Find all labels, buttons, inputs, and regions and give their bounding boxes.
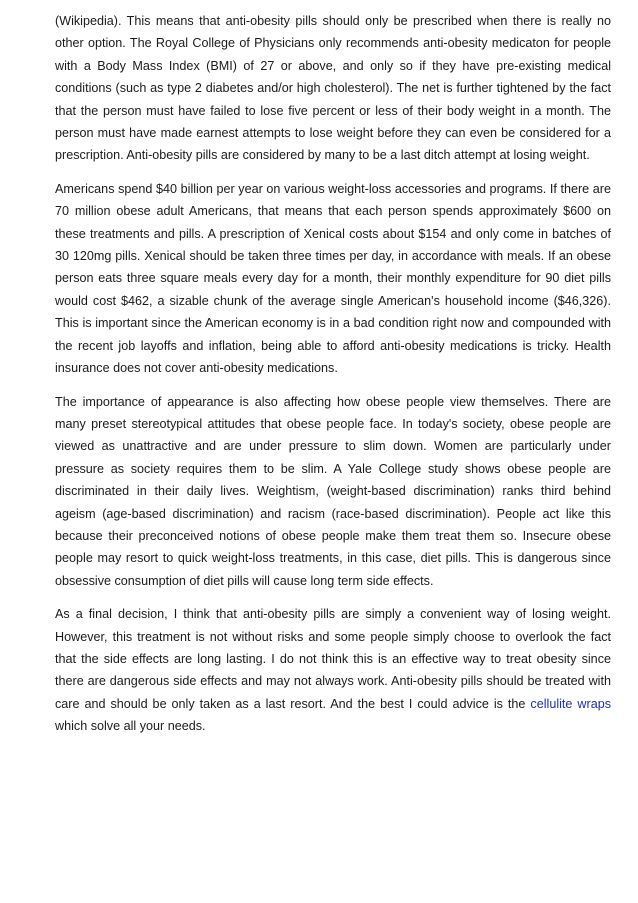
paragraph-1: (Wikipedia). This means that anti-obesity pills should only be prescribed when there is really no other option. The Royal College of Physicians only recommends anti-obesity medicaton for people with a Body Mass Index (BMI) of 27 or above, and only so if they have pre-existing medical conditions (such as type 2 diabetes and/or high cholesterol). The net is further tightened by the fact that the person must have failed to lose five percent or less of their body weight in a month. The person must have made earnest attempts to lose weight before they can even be considered for a prescription. Anti-obesity pills are considered by many to be a last ditch attempt at losing weight. bbox=[55, 14, 611, 163]
paragraph-4 bbox=[55, 603, 611, 737]
paragraph-4-tail: which solve all your needs. bbox=[55, 719, 206, 734]
document-body bbox=[55, 10, 611, 749]
paragraph-3: The importance of appearance is also affecting how obese people view themselves. There are many preset stereotypical attitudes that obese people face. In today's society, obese people are viewed as unattractive and are under pressure to slim down. Women are particularly under pressure as society requires them to be slim. A Yale College study shows obese people are discriminated in their daily lives. Weightism, (weight-based discrimination) ranks third behind ageism (age-based discrimination) and racism (race-based discrimination). People act like this because their preconceived notions of obese people make them treat them so. Insecure obese people may resort to quick weight-loss treatments, in this case, diet pills. This is dangerous since obsessive consumption of diet pills will cause long term side effects. bbox=[55, 394, 611, 588]
paragraph-4-text: As a final decision, I think that anti-obesity pills are simply a convenient way of losing weight. However, this treatment is not without risks and some people simply choose to overlook the fact that the side effects are long lasting. I do not think this is an effective way to treat obesity since there are dangerous side effects and may not always work. Anti-obesity pills should be treated with care and should be only taken as a last resort. And the best I could advice is the bbox=[55, 607, 611, 711]
cellulite-wraps-link[interactable]: cellulite wraps bbox=[530, 696, 611, 711]
paragraph-2: Americans spend $40 billion per year on various weight-loss accessories and programs. If there are 70 million obese adult Americans, that means that each person spends approximately $600 on these treatments and pills. A prescription of Xenical costs about $154 and only come in batches of 30 120mg pills. Xenical should be taken three times per day, in accordance with meals. If an obese person eats three square meals every day for a month, their monthly expenditure for 90 diet pills would cost $462, a sizable chunk of the average single American's household income ($46,326). This is important since the American economy is in a bad condition right now and compounded with the recent job layoffs and inflation, being able to afford anti-obesity medications is tricky. Health insurance does not cover anti-obesity medications. bbox=[55, 181, 611, 376]
